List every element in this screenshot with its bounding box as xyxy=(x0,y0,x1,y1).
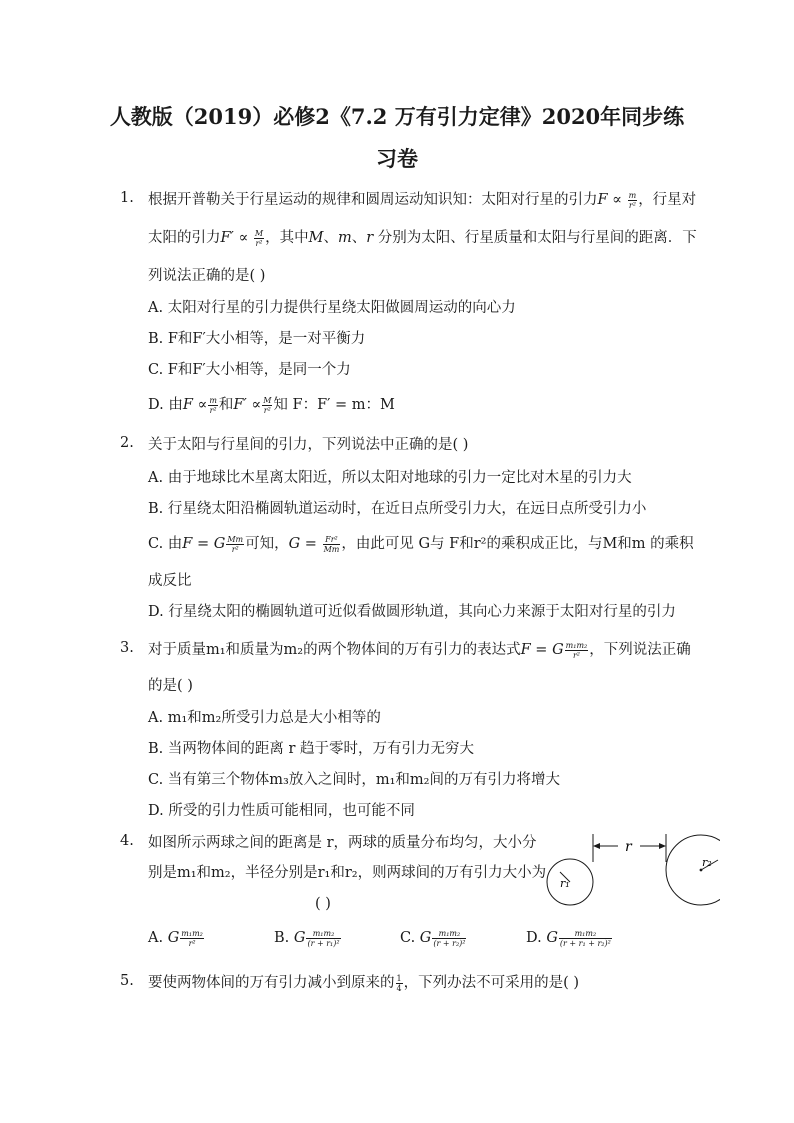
option-a[interactable]: A. G $\frac{\text{m₁m₂}}{\text{r²}}$ xyxy=(148,928,203,948)
fraction: $\frac{M}{\text{r²}}$ xyxy=(254,228,264,248)
page-title xyxy=(90,96,704,180)
option-b[interactable]: B. F和F′大小相等，是一对平衡力 xyxy=(148,331,366,347)
question-text-line: 根据开普勒关于行星运动的规律和圆周运动知识知：太阳对行星的引力F ∝ $\frac{m}{\text{r²}}$ ，行星对 xyxy=(148,190,697,210)
question-number: 1. xyxy=(120,190,134,206)
sphere-1 xyxy=(547,859,593,905)
label-r1: r₁ xyxy=(560,877,570,890)
option-a[interactable]: A. m₁和m₂所受引力总是大小相等的 xyxy=(148,710,381,726)
sphere-2 xyxy=(666,835,720,905)
question-text-line: 要使两物体间的万有引力减小到原来的 $\frac{1}{4}$ ，下列办法不可采用的是( ) xyxy=(148,973,580,993)
fraction: $\frac{m}{\text{r²}}$ xyxy=(628,190,637,210)
question-text-line: 如图所示两球之间的距离是 r，两球的质量分布均匀，大小分 xyxy=(148,835,537,851)
option-c[interactable]: C. 由F = G $\frac{Mm}{\text{r²}}$ 可知，G = $\frac{\text{Fr²}}{Mm}$ ，由此可见 G与 F和r²的乘积成正比，与M和m 的乘积 xyxy=(148,534,694,554)
question-number: 4. xyxy=(120,833,134,849)
title-line-2: 习卷 xyxy=(376,146,418,171)
distance-marker xyxy=(593,834,666,862)
option-a[interactable]: A. 由于地球比木星离太阳近，所以太阳对地球的引力一定比对木星的引力大 xyxy=(148,470,632,486)
question-text-line: 列说法正确的是( ) xyxy=(148,268,266,284)
two-spheres-figure xyxy=(540,832,720,922)
option-a[interactable]: A. 太阳对行星的引力提供行星绕太阳做圆周运动的向心力 xyxy=(148,300,516,316)
label-r: r xyxy=(625,839,632,855)
option-b[interactable]: B. G $\frac{\text{m₁m₂}}{\text{(r + r₁)²}}$ xyxy=(274,928,340,948)
question-number: 2. xyxy=(120,435,134,451)
option-b[interactable]: B. 行星绕太阳沿椭圆轨道运动时，在近日点所受引力大，在远日点所受引力小 xyxy=(148,501,647,517)
question-number: 5. xyxy=(120,973,134,989)
option-d[interactable]: D. G $\frac{\text{m₁m₂}}{\text{(r + r₁ + r₂)²}}$ xyxy=(526,928,611,948)
question-text-line: 太阳的引力F′ ∝ $\frac{M}{\text{r²}}$ ，其中M、m、r 分别为太阳、行星质量和太阳与行星间的距离．下 xyxy=(148,228,697,248)
question-text-line: 别是m₁和m₂，半径分别是r₁和r₂，则两球间的万有引力大小为 xyxy=(148,865,547,881)
option-c-continued: 成反比 xyxy=(148,573,192,589)
option-c[interactable]: C. 当有第三个物体m₃放入之间时，m₁和m₂间的万有引力将增大 xyxy=(148,772,560,788)
title-line-1: 人教版（2019）必修2《7.2 万有引力定律》2020年同步练 xyxy=(109,104,685,129)
label-r2: r₂ xyxy=(702,856,712,869)
question-text-line: 对于质量m₁和质量为m₂的两个物体间的万有引力的表达式F = G $\frac{\text{m₁m₂}}{\text{r²}}$ ，下列说法正确 xyxy=(148,640,691,660)
option-b[interactable]: B. 当两物体间的距离 r 趋于零时，万有引力无穷大 xyxy=(148,741,475,757)
option-d[interactable]: D. 由F ∝ $\frac{m}{\text{r²}}$ 和F′ ∝ $\frac{M}{\text{r²}}$ 知 F：F′ = m：M xyxy=(148,395,395,415)
option-c[interactable]: C. G $\frac{\text{m₁m₂}}{\text{(r + r₂)²}}$ xyxy=(400,928,466,948)
option-d[interactable]: D. 行星绕太阳的椭圆轨道可近似看做圆形轨道，其向心力来源于太阳对行星的引力 xyxy=(148,604,676,620)
answer-bracket: ( ) xyxy=(315,896,331,912)
option-c[interactable]: C. F和F′大小相等，是同一个力 xyxy=(148,362,351,378)
question-text-line: 关于太阳与行星间的引力，下列说法中正确的是( ) xyxy=(148,437,469,453)
option-d[interactable]: D. 所受的引力性质可能相同，也可能不同 xyxy=(148,803,415,819)
question-text-line: 的是( ) xyxy=(148,678,193,694)
question-number: 3. xyxy=(120,640,134,656)
